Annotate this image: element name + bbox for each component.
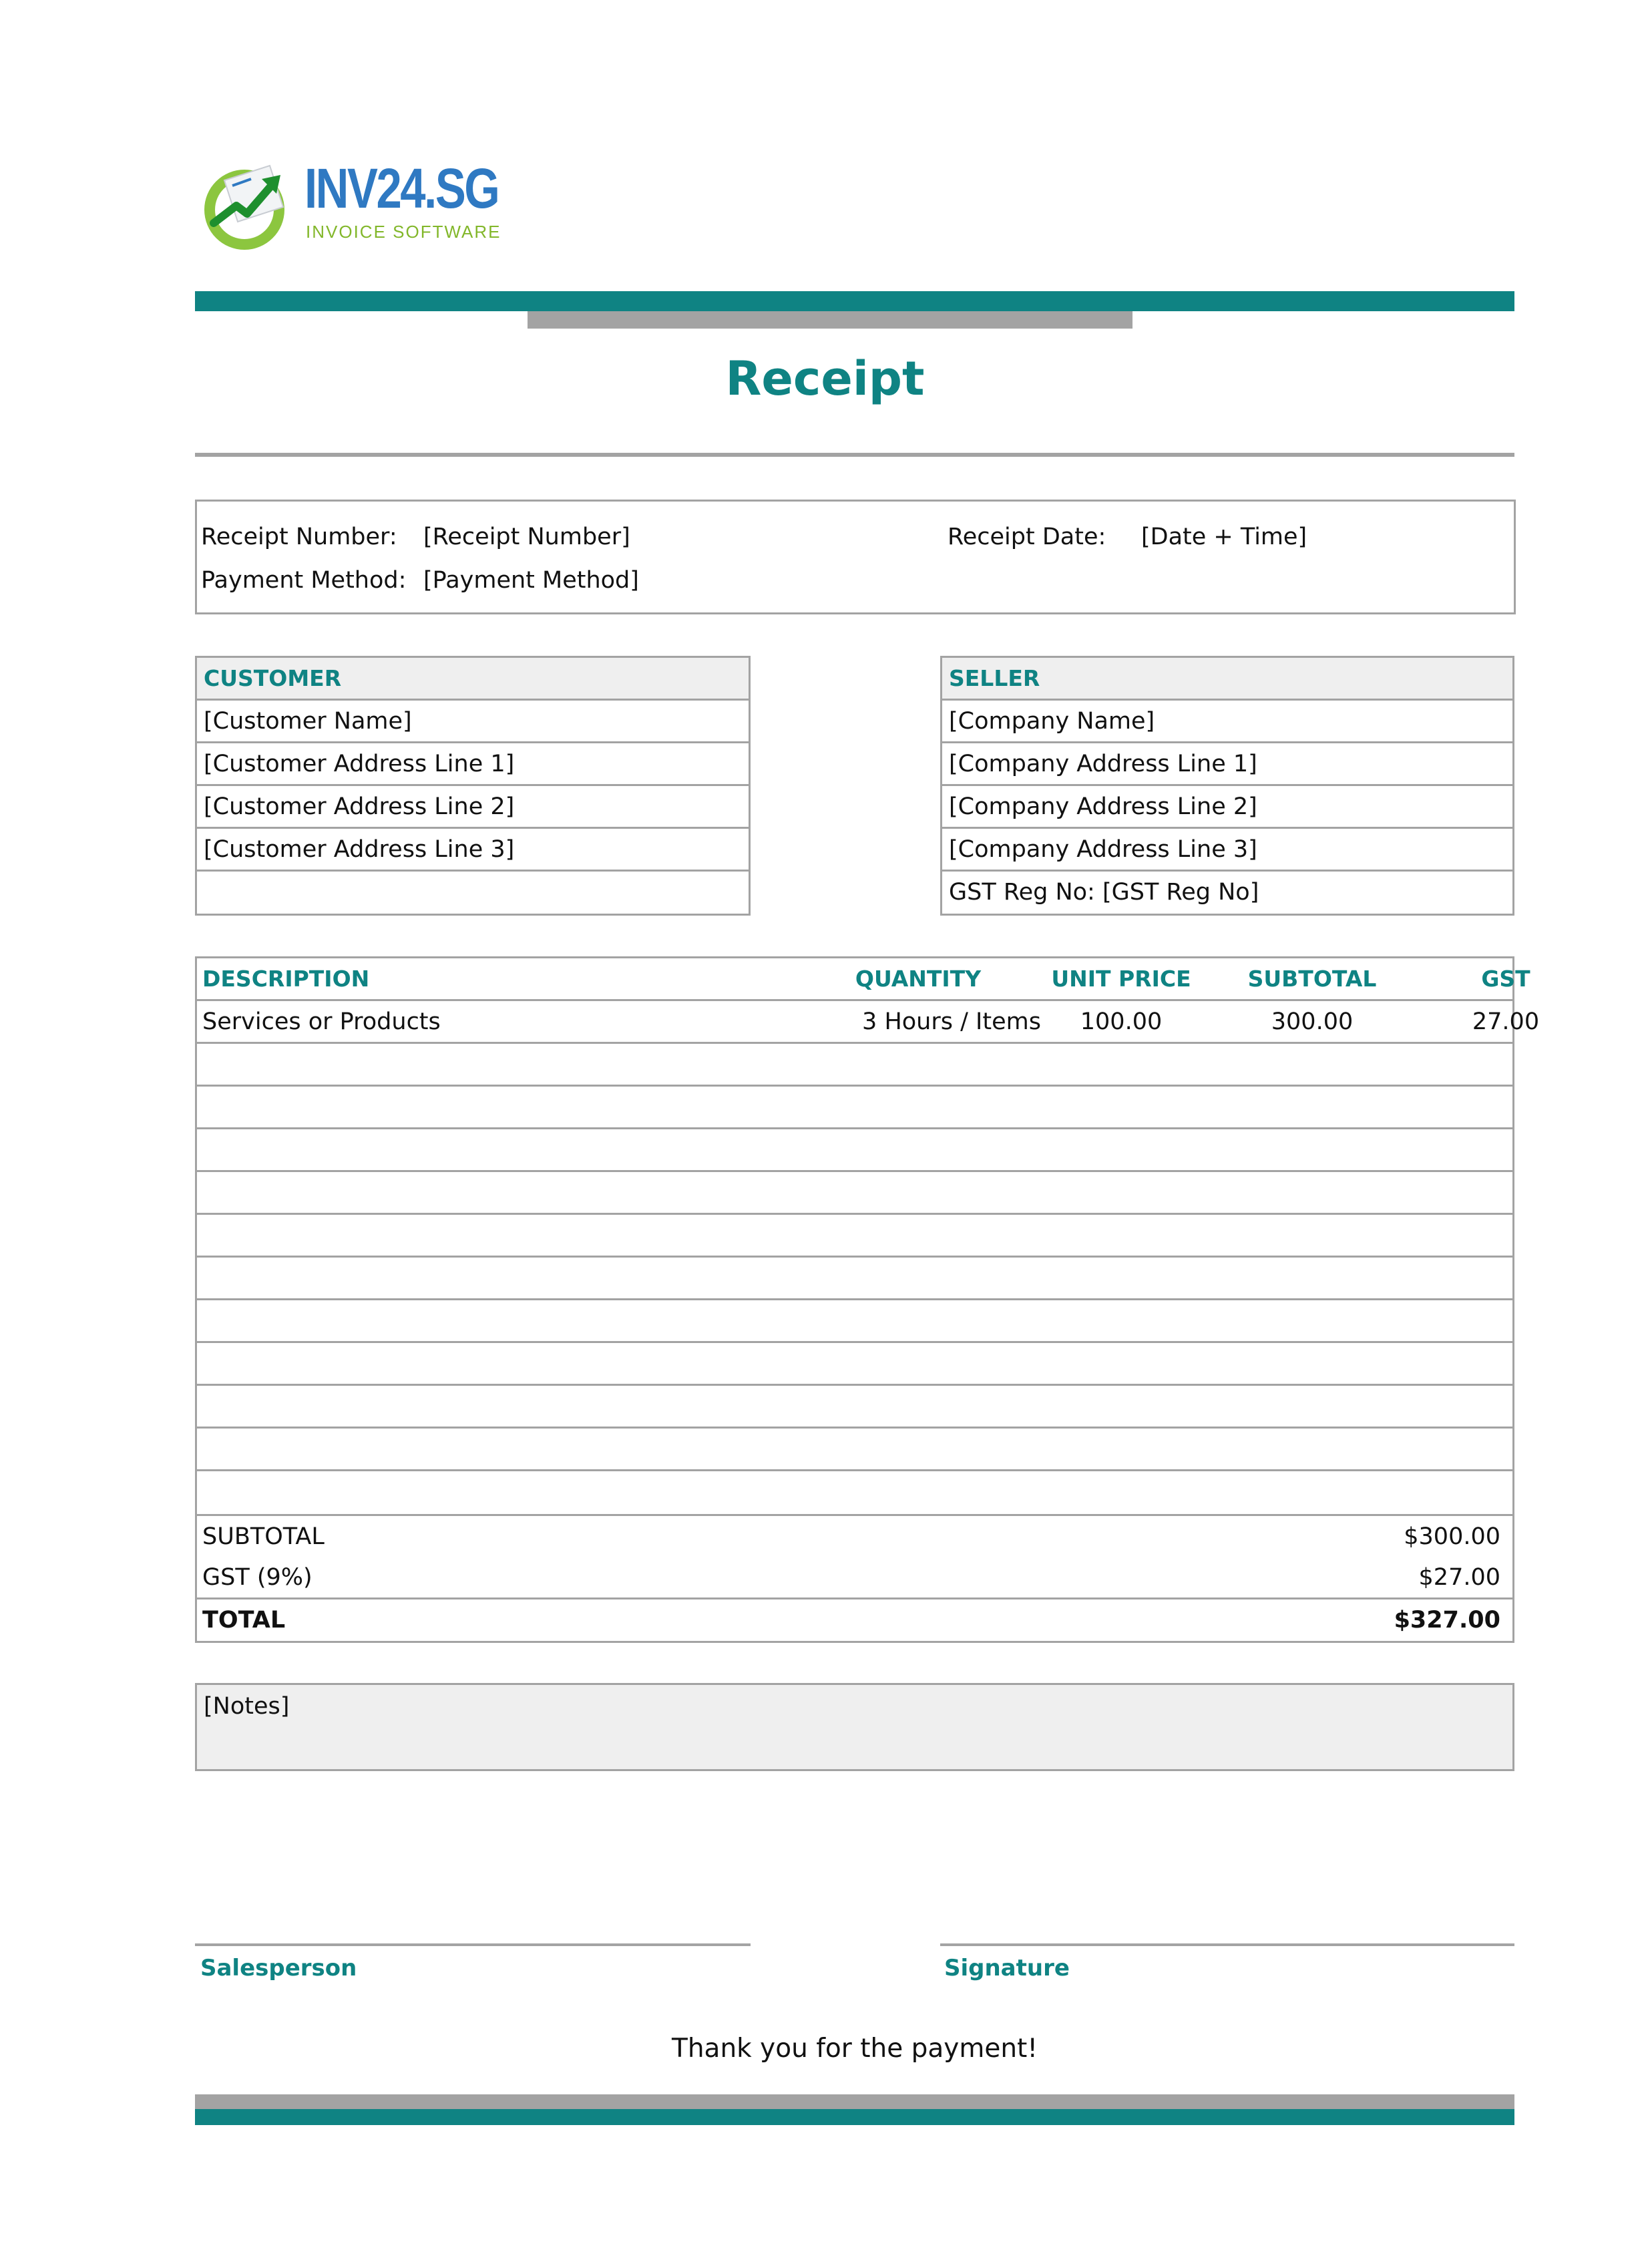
gst-reg-no: GST Reg No: [GST Reg No] xyxy=(949,879,1259,906)
empty-table-row xyxy=(197,1300,1512,1343)
customer-name: [Customer Name] xyxy=(197,701,749,743)
item-description: Services or Products xyxy=(202,1008,441,1035)
company-address-line-1: [Company Address Line 1] xyxy=(942,743,1512,786)
customer-empty-row xyxy=(197,872,749,914)
empty-table-row xyxy=(197,1044,1512,1087)
page-title: Receipt xyxy=(725,351,925,406)
footer-gray-bar xyxy=(195,2094,1514,2109)
header-subtotal: SUBTOTAL xyxy=(1247,966,1377,992)
seller-table xyxy=(940,656,1514,916)
logo-brand-name: INV24.SG xyxy=(304,157,499,220)
empty-table-row xyxy=(197,1386,1512,1429)
customer-address-line-3: [Customer Address Line 3] xyxy=(197,829,749,872)
receipt-number-label: Receipt Number: xyxy=(201,524,397,550)
header-quantity: QUANTITY xyxy=(855,966,982,992)
receipt-info-box xyxy=(195,500,1516,614)
customer-heading: CUSTOMER xyxy=(197,658,749,701)
empty-table-row xyxy=(197,1258,1512,1300)
total-label: TOTAL xyxy=(202,1607,286,1634)
items-header-row xyxy=(197,958,1530,1001)
company-address-line-2: [Company Address Line 2] xyxy=(942,786,1512,829)
customer-address-line-2: [Customer Address Line 2] xyxy=(197,786,749,829)
header-gst: GST xyxy=(1481,966,1530,992)
empty-table-row xyxy=(197,1215,1512,1258)
item-unit-price: 100.00 xyxy=(1080,1008,1163,1035)
empty-table-row xyxy=(197,1172,1512,1215)
items-table xyxy=(195,956,1540,1643)
rising-arrow-envelope-icon xyxy=(198,159,295,252)
payment-method-label: Payment Method: xyxy=(201,567,407,594)
company-name: [Company Name] xyxy=(942,701,1512,743)
company-logo xyxy=(198,155,505,255)
thank-you-message: Thank you for the payment! xyxy=(672,2034,1038,2064)
subtotal-value: $300.00 xyxy=(1404,1523,1500,1550)
item-subtotal: 300.00 xyxy=(1271,1008,1354,1035)
empty-table-row xyxy=(197,1129,1512,1172)
signature-line xyxy=(940,1943,1514,1946)
total-row xyxy=(197,1599,1512,1641)
title-divider xyxy=(195,453,1514,457)
empty-table-row xyxy=(197,1343,1512,1386)
subtotal-label: SUBTOTAL xyxy=(202,1523,325,1550)
seller-heading: SELLER xyxy=(942,658,1512,701)
empty-table-row xyxy=(197,1429,1512,1471)
receipt-number-value: [Receipt Number] xyxy=(423,524,630,550)
table-row xyxy=(197,1001,1540,1044)
receipt-date-value: [Date + Time] xyxy=(1141,524,1307,550)
salesperson-label: Salesperson xyxy=(200,1955,357,1981)
footer-teal-bar xyxy=(195,2109,1514,2125)
item-gst: 27.00 xyxy=(1472,1008,1540,1035)
gst-row xyxy=(197,1557,1512,1599)
customer-address-line-1: [Customer Address Line 1] xyxy=(197,743,749,786)
receipt-date-label: Receipt Date: xyxy=(948,524,1106,550)
header-unit-price: UNIT PRICE xyxy=(1051,966,1191,992)
total-value: $327.00 xyxy=(1394,1607,1500,1634)
empty-table-row xyxy=(197,1471,1512,1514)
header-teal-bar xyxy=(195,291,1514,311)
header-description: DESCRIPTION xyxy=(202,966,370,992)
gst-value: $27.00 xyxy=(1418,1564,1500,1591)
signature-label: Signature xyxy=(944,1955,1070,1981)
subtotal-row xyxy=(197,1514,1512,1557)
company-address-line-3: [Company Address Line 3] xyxy=(942,829,1512,872)
logo-tagline: INVOICE SOFTWARE xyxy=(306,222,501,242)
customer-table xyxy=(195,656,751,916)
salesperson-line xyxy=(195,1943,751,1946)
notes-box: [Notes] xyxy=(195,1683,1514,1771)
item-quantity: 3 Hours / Items xyxy=(862,1008,1041,1035)
header-gray-bar xyxy=(528,311,1132,329)
gst-label: GST (9%) xyxy=(202,1564,313,1591)
payment-method-value: [Payment Method] xyxy=(423,567,639,594)
empty-table-row xyxy=(197,1087,1512,1129)
